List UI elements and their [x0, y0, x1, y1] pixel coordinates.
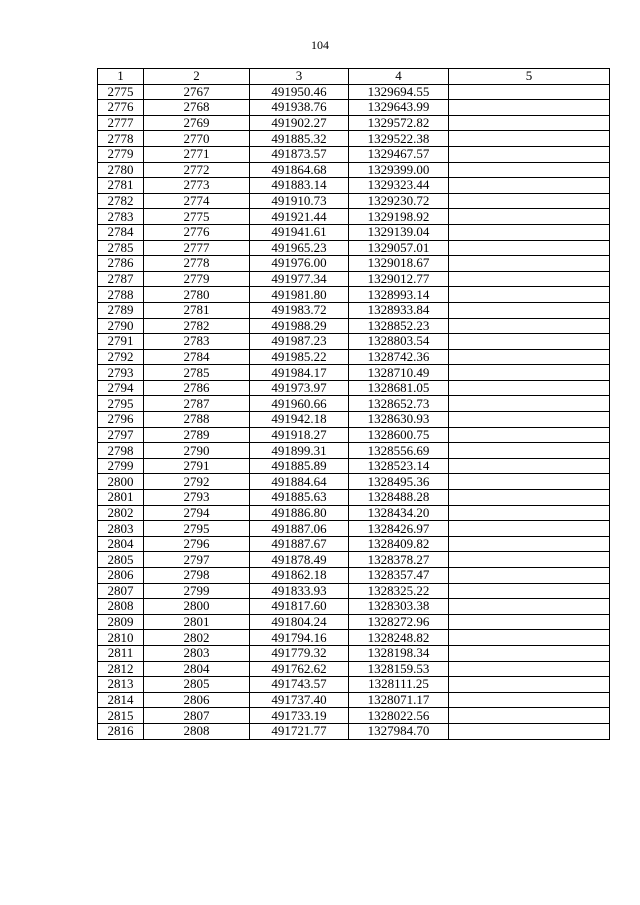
table-cell	[449, 599, 610, 615]
table-cell: 491804.24	[250, 614, 349, 630]
table-cell: 2769	[144, 115, 250, 131]
table-cell: 2799	[144, 583, 250, 599]
table-cell	[449, 115, 610, 131]
table-cell	[449, 287, 610, 303]
page-number: 104	[311, 38, 329, 52]
table-cell: 2816	[98, 723, 144, 739]
table-cell: 2807	[144, 708, 250, 724]
table-cell: 491733.19	[250, 708, 349, 724]
table-cell: 2804	[144, 661, 250, 677]
table-cell: 2787	[98, 271, 144, 287]
table-cell: 491965.23	[250, 240, 349, 256]
table-cell: 2789	[144, 427, 250, 443]
table-cell	[449, 645, 610, 661]
table-cell: 2792	[144, 474, 250, 490]
table-cell: 2776	[98, 100, 144, 116]
column-header: 4	[349, 69, 449, 85]
table-cell: 2786	[98, 256, 144, 272]
table-cell: 491899.31	[250, 443, 349, 459]
table-cell: 1328303.38	[349, 599, 449, 615]
table-cell: 2775	[144, 209, 250, 225]
table-cell: 2783	[98, 209, 144, 225]
table-cell	[449, 505, 610, 521]
table-cell	[449, 458, 610, 474]
table-cell: 2780	[144, 287, 250, 303]
table-row	[98, 193, 610, 209]
table-cell: 1328325.22	[349, 583, 449, 599]
table-cell: 2795	[98, 396, 144, 412]
table-cell: 2798	[144, 568, 250, 584]
table-cell	[449, 708, 610, 724]
table-cell: 1328071.17	[349, 692, 449, 708]
table-cell: 1328378.27	[349, 552, 449, 568]
table-row	[98, 521, 610, 537]
table-cell	[449, 521, 610, 537]
table-cell: 2800	[144, 599, 250, 615]
table-cell: 2784	[98, 224, 144, 240]
table-cell	[449, 443, 610, 459]
table-row	[98, 614, 610, 630]
table-cell: 491885.89	[250, 458, 349, 474]
table-row	[98, 224, 610, 240]
table-cell: 1328600.75	[349, 427, 449, 443]
table-cell: 491887.06	[250, 521, 349, 537]
table-cell: 2807	[98, 583, 144, 599]
table-cell: 1328159.53	[349, 661, 449, 677]
table-cell	[449, 162, 610, 178]
table-cell: 491987.23	[250, 334, 349, 350]
table-cell: 1328495.36	[349, 474, 449, 490]
table-cell	[449, 396, 610, 412]
table-cell: 2779	[98, 146, 144, 162]
table-cell: 1328357.47	[349, 568, 449, 584]
table-row	[98, 677, 610, 693]
table-cell: 2798	[98, 443, 144, 459]
table-cell: 2782	[144, 318, 250, 334]
table-cell: 491873.57	[250, 146, 349, 162]
table-cell: 491976.00	[250, 256, 349, 272]
table-cell: 2791	[144, 458, 250, 474]
table-cell: 1329018.67	[349, 256, 449, 272]
table-cell: 1329230.72	[349, 193, 449, 209]
table-cell	[449, 490, 610, 506]
table-cell	[449, 474, 610, 490]
table-cell	[449, 412, 610, 428]
table-cell	[449, 427, 610, 443]
table-cell	[449, 178, 610, 194]
table-row	[98, 505, 610, 521]
table-cell: 491981.80	[250, 287, 349, 303]
table-row	[98, 552, 610, 568]
coordinates-table	[97, 68, 610, 740]
table-cell: 1328556.69	[349, 443, 449, 459]
table-row	[98, 334, 610, 350]
table-cell: 2777	[144, 240, 250, 256]
table-cell: 491950.46	[250, 84, 349, 100]
table-cell: 2785	[98, 240, 144, 256]
table-cell: 491988.29	[250, 318, 349, 334]
table-cell: 2790	[98, 318, 144, 334]
table-cell: 491984.17	[250, 365, 349, 381]
column-header: 3	[250, 69, 349, 85]
table-cell: 2806	[98, 568, 144, 584]
table-cell	[449, 568, 610, 584]
table-cell: 1328742.36	[349, 349, 449, 365]
table-row	[98, 661, 610, 677]
table-row	[98, 146, 610, 162]
table-cell: 2788	[144, 412, 250, 428]
table-cell: 2771	[144, 146, 250, 162]
table-row	[98, 692, 610, 708]
table-cell: 2813	[98, 677, 144, 693]
table-cell: 1328426.97	[349, 521, 449, 537]
table-cell: 491985.22	[250, 349, 349, 365]
table-row	[98, 287, 610, 303]
table-row	[98, 412, 610, 428]
table-cell: 2792	[98, 349, 144, 365]
table-cell: 1329399.00	[349, 162, 449, 178]
table-cell: 2805	[98, 552, 144, 568]
table-cell: 491885.63	[250, 490, 349, 506]
table-cell: 1329467.57	[349, 146, 449, 162]
table-row	[98, 474, 610, 490]
table-cell: 2793	[98, 365, 144, 381]
table-cell: 2805	[144, 677, 250, 693]
table-row	[98, 162, 610, 178]
table-cell: 2782	[98, 193, 144, 209]
table-cell: 2810	[98, 630, 144, 646]
table-cell: 491779.32	[250, 645, 349, 661]
table-cell: 2784	[144, 349, 250, 365]
table-cell: 491743.57	[250, 677, 349, 693]
table-cell	[449, 146, 610, 162]
table-row	[98, 723, 610, 739]
table-row	[98, 178, 610, 194]
table-cell: 1328409.82	[349, 536, 449, 552]
table-cell: 2794	[98, 380, 144, 396]
table-cell: 2814	[98, 692, 144, 708]
table-row	[98, 100, 610, 116]
table-cell: 491762.62	[250, 661, 349, 677]
table-cell: 1329198.92	[349, 209, 449, 225]
table-cell: 491983.72	[250, 302, 349, 318]
table-cell: 2778	[98, 131, 144, 147]
table-row	[98, 490, 610, 506]
table-cell	[449, 100, 610, 116]
table-cell: 1329139.04	[349, 224, 449, 240]
table-cell	[449, 380, 610, 396]
table-cell: 491794.16	[250, 630, 349, 646]
table-cell: 2790	[144, 443, 250, 459]
table-cell: 491902.27	[250, 115, 349, 131]
table-cell: 491938.76	[250, 100, 349, 116]
table-cell: 1329643.99	[349, 100, 449, 116]
table-cell: 491910.73	[250, 193, 349, 209]
table-row	[98, 380, 610, 396]
table-row	[98, 84, 610, 100]
table-cell	[449, 271, 610, 287]
table-cell: 2799	[98, 458, 144, 474]
table-cell: 2796	[144, 536, 250, 552]
table-cell: 2806	[144, 692, 250, 708]
table-cell: 2801	[144, 614, 250, 630]
table-cell: 2794	[144, 505, 250, 521]
table-cell: 2787	[144, 396, 250, 412]
table-cell	[449, 84, 610, 100]
table-cell	[449, 318, 610, 334]
table-cell	[449, 661, 610, 677]
table-cell	[449, 723, 610, 739]
table-cell: 2796	[98, 412, 144, 428]
table-cell: 2808	[98, 599, 144, 615]
table-cell: 2775	[98, 84, 144, 100]
table-cell: 1328111.25	[349, 677, 449, 693]
table-cell: 491887.67	[250, 536, 349, 552]
table-cell: 491973.97	[250, 380, 349, 396]
table-cell: 2788	[98, 287, 144, 303]
table-cell	[449, 131, 610, 147]
table-cell	[449, 630, 610, 646]
table-cell: 2801	[98, 490, 144, 506]
table-row	[98, 115, 610, 131]
table-row	[98, 256, 610, 272]
table-cell: 491862.18	[250, 568, 349, 584]
table-cell: 2812	[98, 661, 144, 677]
table-cell: 2803	[144, 645, 250, 661]
table-cell	[449, 536, 610, 552]
table-row	[98, 271, 610, 287]
table-cell: 2793	[144, 490, 250, 506]
table-cell: 491884.64	[250, 474, 349, 490]
table-cell	[449, 349, 610, 365]
table-cell: 1328993.14	[349, 287, 449, 303]
table-cell: 1328198.34	[349, 645, 449, 661]
table-cell: 491721.77	[250, 723, 349, 739]
table-cell	[449, 677, 610, 693]
table-cell: 1329057.01	[349, 240, 449, 256]
table-cell: 2773	[144, 178, 250, 194]
table-cell: 2789	[98, 302, 144, 318]
table-cell: 491886.80	[250, 505, 349, 521]
table-cell: 2779	[144, 271, 250, 287]
table-cell: 491921.44	[250, 209, 349, 225]
table-row	[98, 209, 610, 225]
table-cell: 2776	[144, 224, 250, 240]
table-cell: 1329522.38	[349, 131, 449, 147]
table-cell: 2783	[144, 334, 250, 350]
table-cell: 1328630.93	[349, 412, 449, 428]
table-row	[98, 583, 610, 599]
table-cell: 1328523.14	[349, 458, 449, 474]
column-header: 2	[144, 69, 250, 85]
table-cell	[449, 193, 610, 209]
table-row	[98, 427, 610, 443]
table-cell: 491942.18	[250, 412, 349, 428]
table-cell: 1328434.20	[349, 505, 449, 521]
table-row	[98, 645, 610, 661]
table-cell: 1329012.77	[349, 271, 449, 287]
table-cell	[449, 256, 610, 272]
table-cell	[449, 302, 610, 318]
table-cell: 1329323.44	[349, 178, 449, 194]
table-cell: 1327984.70	[349, 723, 449, 739]
table-row	[98, 365, 610, 381]
table-cell: 2785	[144, 365, 250, 381]
table-cell	[449, 583, 610, 599]
table-row	[98, 708, 610, 724]
table-cell: 2808	[144, 723, 250, 739]
table-cell: 2781	[98, 178, 144, 194]
table-cell	[449, 552, 610, 568]
table-cell: 2791	[98, 334, 144, 350]
table-row	[98, 536, 610, 552]
table-cell: 2786	[144, 380, 250, 396]
table-row	[98, 568, 610, 584]
table-cell: 2772	[144, 162, 250, 178]
table-cell: 1328933.84	[349, 302, 449, 318]
table-cell	[449, 209, 610, 225]
table-cell: 1328248.82	[349, 630, 449, 646]
table-cell: 2777	[98, 115, 144, 131]
table-row	[98, 240, 610, 256]
table-cell: 2797	[144, 552, 250, 568]
table-cell: 2778	[144, 256, 250, 272]
table-cell: 2781	[144, 302, 250, 318]
table-row	[98, 318, 610, 334]
table-row	[98, 443, 610, 459]
table-cell: 1328803.54	[349, 334, 449, 350]
table-cell: 2780	[98, 162, 144, 178]
table-cell: 1328488.28	[349, 490, 449, 506]
table-cell: 2809	[98, 614, 144, 630]
table-cell	[449, 365, 610, 381]
table-cell	[449, 692, 610, 708]
table-cell	[449, 224, 610, 240]
table-cell: 2803	[98, 521, 144, 537]
table-cell: 2802	[98, 505, 144, 521]
table-cell: 2795	[144, 521, 250, 537]
table-cell: 1328652.73	[349, 396, 449, 412]
table-cell: 1328272.96	[349, 614, 449, 630]
table-cell	[449, 614, 610, 630]
table-cell	[449, 334, 610, 350]
table-cell: 491864.68	[250, 162, 349, 178]
table-cell: 2767	[144, 84, 250, 100]
table-cell: 491977.34	[250, 271, 349, 287]
table-cell: 491817.60	[250, 599, 349, 615]
table-cell: 1329694.55	[349, 84, 449, 100]
table-cell: 2815	[98, 708, 144, 724]
table-cell: 491737.40	[250, 692, 349, 708]
table-cell: 491960.66	[250, 396, 349, 412]
table-cell	[449, 240, 610, 256]
table-cell: 1328022.56	[349, 708, 449, 724]
table-row	[98, 396, 610, 412]
table-row	[98, 349, 610, 365]
table-cell: 2768	[144, 100, 250, 116]
table-cell: 1328681.05	[349, 380, 449, 396]
table-cell: 1328710.49	[349, 365, 449, 381]
table-cell: 1329572.82	[349, 115, 449, 131]
table-row	[98, 131, 610, 147]
column-header: 5	[449, 69, 610, 85]
table-body	[98, 84, 610, 739]
table-row	[98, 599, 610, 615]
table-cell: 1328852.23	[349, 318, 449, 334]
table-cell: 2804	[98, 536, 144, 552]
table-cell: 2800	[98, 474, 144, 490]
table-cell: 491878.49	[250, 552, 349, 568]
table-header-row	[98, 69, 610, 85]
table-cell: 491883.14	[250, 178, 349, 194]
column-header: 1	[98, 69, 144, 85]
table-cell: 491918.27	[250, 427, 349, 443]
table-row	[98, 630, 610, 646]
table-cell: 2811	[98, 645, 144, 661]
table-row	[98, 458, 610, 474]
table-cell: 2770	[144, 131, 250, 147]
table-cell: 491941.61	[250, 224, 349, 240]
table-cell: 2802	[144, 630, 250, 646]
table-cell: 2774	[144, 193, 250, 209]
table-cell: 491833.93	[250, 583, 349, 599]
table-cell: 2797	[98, 427, 144, 443]
table-cell: 491885.32	[250, 131, 349, 147]
table-row	[98, 302, 610, 318]
